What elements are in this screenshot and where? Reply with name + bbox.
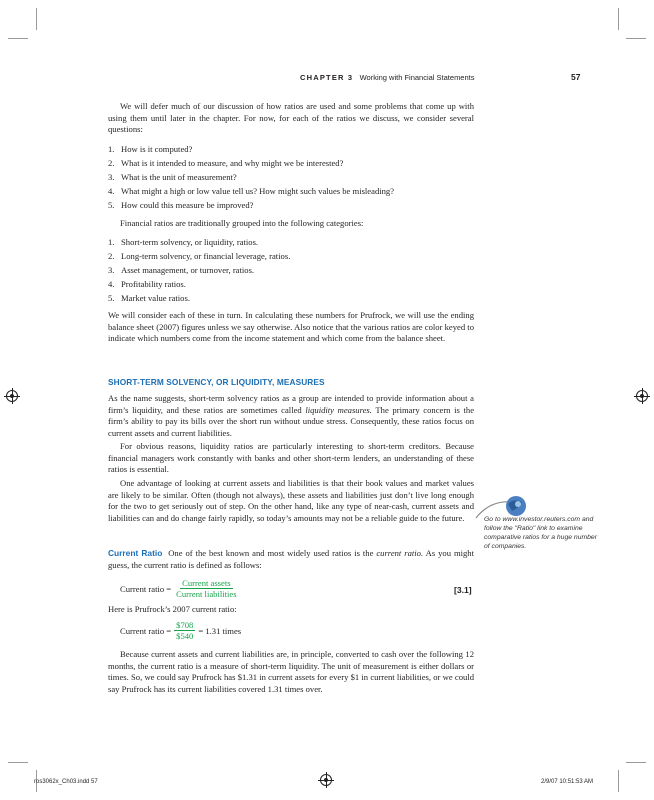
italic-term: liquidity measures. xyxy=(305,404,372,415)
list-number: 3. xyxy=(108,171,115,182)
list-text: Short-term solvency, or liquidity, ratios. xyxy=(121,237,259,247)
registration-mark-icon xyxy=(320,774,332,786)
crop-mark xyxy=(8,762,28,763)
list-item xyxy=(108,199,474,213)
crop-mark xyxy=(618,770,619,792)
fraction-numerator: Current assets xyxy=(182,578,231,588)
list-item xyxy=(108,171,474,185)
categories-intro: Financial ratios are traditionally grouped into the following categories: xyxy=(120,218,364,228)
chapter-title: Working with Financial Statements xyxy=(359,73,475,82)
closing-paragraph: Because current assets and current liabilities are, in principle, converted to cash over the following 12 months, the current ratio is a measure of short-term liquidity. The unit of measurement is either dollars or times. So, we could say Prufrock has $1.31 in current assets for every $1 in current liabilities, or we could say Prufrock has its current liabilities covered 1.31 times over. xyxy=(108,649,474,694)
text-run: The primary concern is the firm’s ability to pay its bills over the short run without undue stress. Consequently, these ratios focus on current assets and current liabilities. xyxy=(108,404,475,438)
list-item xyxy=(108,278,474,292)
list-text: Profitability ratios. xyxy=(121,278,186,289)
list-text: Asset management, or turnover, ratios. xyxy=(121,264,255,275)
list-item xyxy=(108,264,474,278)
equation-fraction xyxy=(174,578,238,599)
equation-label: Current ratio = xyxy=(120,625,172,636)
example-intro: Here is Prufrock’s 2007 current ratio: xyxy=(108,604,237,614)
italic-term: current ratio. xyxy=(376,548,424,558)
list-number: 1. xyxy=(108,144,115,154)
list-number: 2. xyxy=(108,157,115,168)
example-equation xyxy=(120,620,241,641)
running-head xyxy=(300,73,475,82)
fraction-denominator: $540 xyxy=(176,631,194,641)
crop-mark xyxy=(618,8,619,30)
fraction-denominator: Current liabilities xyxy=(176,589,237,599)
list-number: 5. xyxy=(108,199,115,210)
list-item xyxy=(108,236,474,250)
section-heading: SHORT-TERM SOLVENCY, OR LIQUIDITY, MEASURES xyxy=(108,377,325,387)
chapter-label: CHAPTER 3 xyxy=(300,73,354,82)
list-item xyxy=(108,250,474,264)
consider-paragraph: We will consider each of these in turn. In calculating these numbers for Prufrock, we will use the ending balance sheet (2007) figures unless we say otherwise. Also notice that the various ratios are color keyed to indicate which numbers come from the income statement and which come from the balance sheet. xyxy=(108,310,474,344)
list-text: Long-term solvency, or financial leverage, ratios. xyxy=(121,250,291,261)
equation-result: = 1.31 times xyxy=(198,625,242,636)
list-text: Market value ratios. xyxy=(121,292,190,303)
current-ratio-paragraph xyxy=(108,548,474,571)
text-run: As the name suggests, short-term solvency ratios as a group are intended to provide information about a firm’s liquidity, and these ratios are sometimes called xyxy=(108,393,474,415)
intro-paragraph: We will defer much of our discussion of how ratios are used and some problems that come up with using them until later in the chapter. For now, for each of the ratios we discuss, we consider several questions: xyxy=(108,101,474,135)
crop-mark xyxy=(626,38,646,39)
list-number: 1. xyxy=(108,237,115,247)
footer-file: ros3062x_Ch03.indd 57 xyxy=(34,779,98,785)
list-text: What is it intended to measure, and why might we be interested? xyxy=(121,157,344,168)
text-run: One of the best known and most widely used ratios is the xyxy=(168,548,377,558)
list-item xyxy=(108,185,474,199)
list-number: 4. xyxy=(108,278,115,289)
list-text: What is the unit of measurement? xyxy=(121,171,237,182)
list-number: 5. xyxy=(108,292,115,303)
current-ratio-runin-heading: Current Ratio xyxy=(108,548,163,558)
list-text: What might a high or low value tell us? How might such values be misleading? xyxy=(121,185,395,196)
equation-number: [3.1] xyxy=(454,585,472,595)
questions-list xyxy=(108,143,474,213)
list-text: How is it computed? xyxy=(121,144,193,154)
page-number: 57 xyxy=(571,72,581,82)
list-item xyxy=(108,157,474,171)
crop-mark xyxy=(626,762,646,763)
registration-mark-icon xyxy=(6,390,18,402)
section-paragraph-1 xyxy=(108,393,474,439)
list-number: 4. xyxy=(108,185,115,196)
list-item xyxy=(108,292,474,306)
current-ratio-equation xyxy=(120,578,242,599)
equation-fraction xyxy=(174,620,195,641)
section-paragraph-2: For obvious reasons, liquidity ratios are particularly interesting to short-term creditors. Because financial managers work constantly with banks and other short-term lenders, an understanding of these ratios is essential. xyxy=(108,441,474,475)
fraction-numerator: $708 xyxy=(176,620,194,630)
list-number: 2. xyxy=(108,250,115,261)
crop-mark xyxy=(8,38,28,39)
list-text: How could this measure be improved? xyxy=(121,199,254,210)
registration-mark-icon xyxy=(636,390,648,402)
footer-timestamp: 2/9/07 10:51:53 AM xyxy=(541,779,594,785)
crop-mark xyxy=(36,8,37,30)
list-number: 3. xyxy=(108,264,115,275)
categories-list xyxy=(108,236,474,306)
list-item xyxy=(108,143,474,157)
margin-note: Go to www.investor.reuters.com and follow the "Ratio" link to examine comparative ratios for a huge number of companies. xyxy=(484,516,597,550)
equation-label: Current ratio = xyxy=(120,583,172,594)
section-paragraph-3: One advantage of looking at current assets and liabilities is that their book values and market values are likely to be similar. Often (though not always), these assets and liabilities just don’t live long enough for the two to get seriously out of step. On the other hand, like any type of near-cash, current assets and liabilities can and do change fairly rapidly, so today’s amounts may not be a reliable guide to the future. xyxy=(108,478,474,523)
text-run: As you might guess, the current ratio is defined as follows: xyxy=(108,548,474,570)
